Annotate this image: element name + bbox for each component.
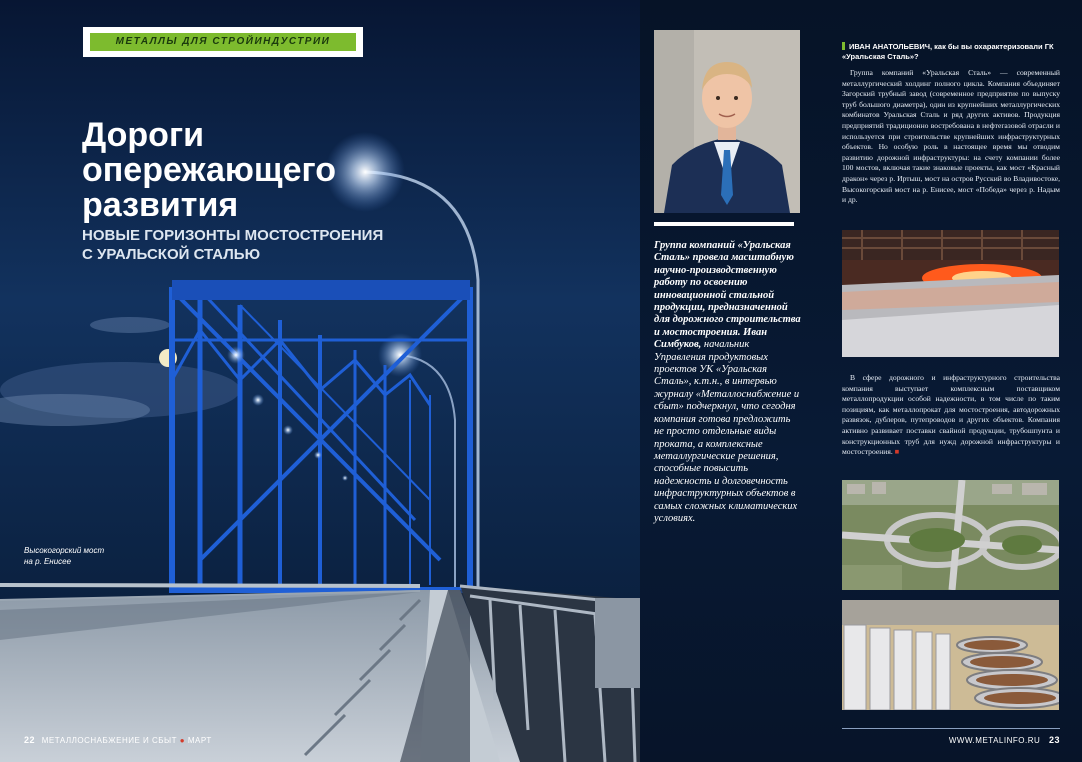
steel-production-photo <box>842 230 1059 357</box>
lead-quote: начальник Управления продуктовых проектов УК «Уральская Сталь», к.т.н., в интервью журналу «Металлоснабжение и сбыт» подчеркнул, что сегодня компания готова предложить не просто отдельные виды проката, а комплексные металлургические решения, способные повысить надежность и долговечность инфраструктурных объектов в самых сложных климатических условиях. <box>654 339 800 524</box>
footer-right <box>949 735 1060 745</box>
answer-paragraph-2 <box>842 373 1060 458</box>
pipes-illustration <box>842 600 1059 710</box>
page-number-left: 22 <box>24 735 36 745</box>
caption-line: на р. Енисее <box>24 557 72 566</box>
magazine-name: МЕТАЛЛОСНАБЖЕНИЕ И СБЫТ <box>41 736 178 745</box>
footer-separator: ● <box>179 736 186 745</box>
title-line: развития <box>82 186 239 224</box>
page-number-right: 23 <box>1048 735 1060 745</box>
category-label <box>83 27 363 57</box>
interchange-illustration <box>842 480 1059 590</box>
road-interchange-photo <box>842 480 1059 590</box>
answer-2-text: В сфере дорожного и инфраструктурного строительства компания выступает комплексным поставщиком металлопродукции особой надежности, в том числе по таким позициям, как металлопрокат для мостостроения, автодорожных развязок, дублеров, путепроводов и других объектов. Компания активно развивает поставки свайной продукции, трубошпунта и конструкционных труб для нужд дорожной инфраструктуры и мостостроения. <box>842 373 1060 457</box>
answer-paragraph-1: Группа компаний «Уральская Сталь» — современный металлургический холдинг полного цикла. Компания объединяет Загорский трубный завод (современное предприятие по выпуску труб большого диаметра), один из крупнейших металлургических комбинатов Уральская Сталь и ряд других активов. Продукция предприятий традиционно востребована в нефтегазовой отрасли и используется при строительстве крупнейших инфраструктурных объектов. Но особую роль в настоящее время мы отводим развитию дорожной инфраструктуры: на счету компании более 100 мостов, включая такие знаковые проекты, как мост «Красный дракон» через р. Иртыш, мост на остров Русский во Владивостоке, Высокогорский мост на р. Енисее, мост «Победа» через р. Надым и др. <box>842 68 1060 205</box>
title-line: Дороги <box>82 116 205 154</box>
subtitle-line: НОВЫЕ ГОРИЗОНТЫ МОСТОСТРОЕНИЯ <box>82 227 384 244</box>
pipes-photo <box>842 600 1059 710</box>
question-marker <box>842 42 845 50</box>
question-text: ИВАН АНАТОЛЬЕВИЧ, как бы вы охарактеризовали ГК «Уральская Сталь»? <box>842 42 1054 61</box>
category-text: МЕТАЛЛЫ ДЛЯ СТРОЙИНДУСТРИИ <box>90 33 356 51</box>
interviewee-portrait <box>654 30 800 213</box>
steel-illustration <box>842 230 1059 357</box>
lead-paragraph <box>654 240 802 525</box>
article-title <box>82 118 412 223</box>
person-illustration <box>654 30 800 213</box>
article-subtitle <box>82 226 402 264</box>
title-line: опережающего <box>82 151 336 189</box>
caption-line: Высокогорский мост <box>24 546 105 555</box>
footer-left <box>24 735 212 745</box>
website-url[interactable]: WWW.METALINFO.RU <box>948 736 1041 745</box>
divider-bar <box>654 222 794 226</box>
issue-month: МАРТ <box>187 736 212 745</box>
subtitle-line: С УРАЛЬСКОЙ СТАЛЬЮ <box>82 246 261 263</box>
interview-question <box>842 42 1060 62</box>
footer-rule <box>842 728 1060 729</box>
lead-intro: Группа компаний «Уральская Сталь» провела масштабную научно-производственную работу по освоению инновационной стальной продукции, предназначенной для дорожного строительства и мостостроения. <box>654 240 801 338</box>
end-mark: ■ <box>894 447 900 457</box>
lead-person: Иван Симбуков, <box>654 326 768 351</box>
photo-caption <box>24 545 134 567</box>
